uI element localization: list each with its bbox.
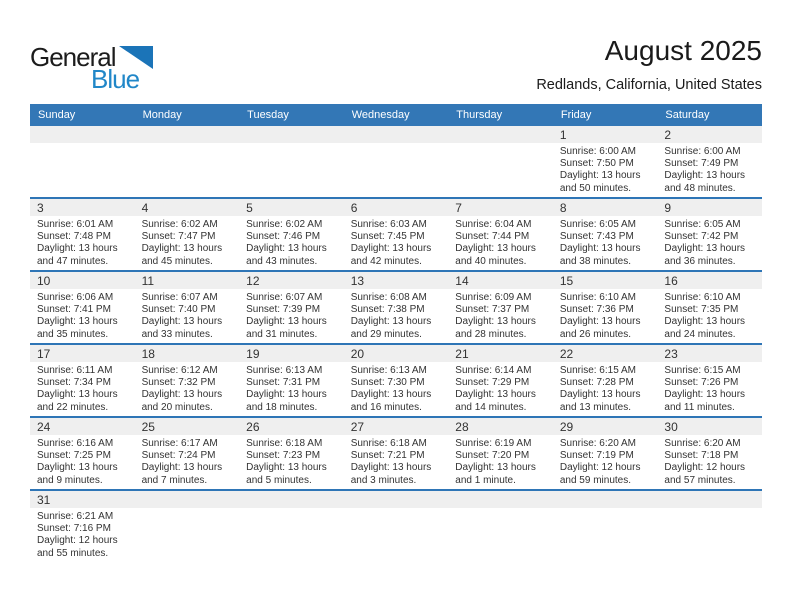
daylight-text-line2: and 22 minutes. bbox=[37, 401, 109, 413]
sunset-text: Sunset: 7:16 PM bbox=[37, 523, 111, 535]
sunset-text: Sunset: 7:18 PM bbox=[664, 450, 739, 462]
daylight-text-line1: Daylight: 13 hours bbox=[350, 462, 432, 474]
sunset-text: Sunset: 7:26 PM bbox=[664, 377, 739, 389]
sunrise-text: Sunrise: 6:21 AM bbox=[37, 511, 114, 522]
sunrise-text: Sunrise: 6:13 AM bbox=[246, 365, 323, 376]
sunset-text: Sunset: 7:44 PM bbox=[455, 231, 530, 243]
calendar-day-cell bbox=[30, 345, 135, 416]
day-number: 11 bbox=[135, 272, 240, 289]
calendar-day-cell bbox=[135, 199, 240, 270]
day-number bbox=[239, 491, 344, 508]
calendar-empty-cell bbox=[30, 126, 135, 197]
calendar-day-cell bbox=[344, 272, 449, 343]
calendar-day-cell bbox=[553, 199, 658, 270]
sunset-text: Sunset: 7:39 PM bbox=[246, 304, 321, 316]
sunset-text: Sunset: 7:50 PM bbox=[559, 158, 634, 170]
daylight-text-line2: and 31 minutes. bbox=[246, 328, 318, 340]
sunset-text: Sunset: 7:46 PM bbox=[246, 231, 321, 243]
day-number: 1 bbox=[553, 126, 658, 143]
daylight-text-line1: Daylight: 13 hours bbox=[37, 389, 118, 401]
sunrise-text: Sunrise: 6:14 AM bbox=[455, 365, 532, 376]
sunset-text: Sunset: 7:25 PM bbox=[37, 450, 111, 462]
day-number: 2 bbox=[657, 126, 762, 143]
calendar-day-cell bbox=[239, 199, 344, 270]
calendar-day-cell bbox=[30, 272, 135, 343]
calendar-empty-cell bbox=[344, 491, 449, 564]
daylight-text-line2: and 40 minutes. bbox=[455, 255, 527, 267]
daylight-text-line1: Daylight: 12 hours bbox=[664, 462, 746, 474]
daylight-text-line2: and 47 minutes. bbox=[37, 255, 109, 267]
calendar-day-cell bbox=[553, 345, 658, 416]
sunrise-text: Sunrise: 6:05 AM bbox=[559, 219, 636, 230]
sunset-text: Sunset: 7:20 PM bbox=[455, 450, 530, 462]
logo-word-blue: Blue bbox=[91, 64, 140, 94]
daylight-text-line2: and 5 minutes. bbox=[246, 474, 312, 486]
daylight-text-line1: Daylight: 13 hours bbox=[559, 170, 641, 182]
sunrise-text: Sunrise: 6:03 AM bbox=[350, 219, 427, 230]
day-number: 9 bbox=[657, 199, 762, 216]
sunrise-text: Sunrise: 6:19 AM bbox=[455, 438, 532, 449]
day-number bbox=[448, 491, 553, 508]
sunrise-text: Sunrise: 6:00 AM bbox=[559, 146, 636, 157]
calendar-day-cell bbox=[553, 126, 658, 197]
sunrise-text: Sunrise: 6:06 AM bbox=[37, 292, 114, 303]
calendar-empty-cell bbox=[239, 491, 344, 564]
daylight-text-line2: and 26 minutes. bbox=[559, 328, 632, 340]
calendar-week-row bbox=[30, 272, 762, 345]
sunset-text: Sunset: 7:29 PM bbox=[455, 377, 530, 389]
daylight-text-line1: Daylight: 13 hours bbox=[141, 462, 223, 474]
sunset-text: Sunset: 7:34 PM bbox=[37, 377, 111, 389]
daylight-text-line1: Daylight: 13 hours bbox=[455, 243, 536, 255]
calendar-day-cell bbox=[448, 418, 553, 489]
calendar-empty-cell bbox=[448, 491, 553, 564]
calendar-body bbox=[30, 126, 762, 564]
day-number: 29 bbox=[553, 418, 658, 435]
sunrise-text: Sunrise: 6:20 AM bbox=[559, 438, 636, 449]
sunrise-text: Sunrise: 6:00 AM bbox=[664, 146, 741, 157]
calendar-day-cell bbox=[657, 272, 762, 343]
day-number bbox=[553, 491, 658, 508]
calendar-empty-cell bbox=[553, 491, 658, 564]
daylight-text-line1: Daylight: 13 hours bbox=[350, 316, 432, 328]
sunset-text: Sunset: 7:49 PM bbox=[664, 158, 739, 170]
calendar-week-row bbox=[30, 491, 762, 564]
day-number: 27 bbox=[344, 418, 449, 435]
sunset-text: Sunset: 7:38 PM bbox=[350, 304, 425, 316]
sunset-text: Sunset: 7:36 PM bbox=[559, 304, 634, 316]
calendar-day-cell bbox=[553, 418, 658, 489]
sunset-text: Sunset: 7:47 PM bbox=[141, 231, 216, 243]
day-number: 15 bbox=[553, 272, 658, 289]
day-number: 8 bbox=[553, 199, 658, 216]
daylight-text-line2: and 13 minutes. bbox=[559, 401, 632, 413]
daylight-text-line1: Daylight: 13 hours bbox=[37, 462, 118, 474]
weekday-header-sunday: Sunday bbox=[38, 109, 76, 121]
calendar-day-cell bbox=[135, 272, 240, 343]
day-number bbox=[344, 491, 449, 508]
calendar-day-cell bbox=[30, 418, 135, 489]
calendar-grid bbox=[30, 104, 762, 564]
weekday-header-thursday: Thursday bbox=[456, 109, 503, 121]
daylight-text-line1: Daylight: 13 hours bbox=[664, 243, 746, 255]
day-number bbox=[657, 491, 762, 508]
calendar-day-cell bbox=[344, 418, 449, 489]
sunrise-text: Sunrise: 6:11 AM bbox=[37, 365, 113, 376]
daylight-text-line1: Daylight: 13 hours bbox=[350, 243, 432, 255]
sunrise-text: Sunrise: 6:18 AM bbox=[350, 438, 427, 449]
day-number bbox=[135, 126, 240, 143]
calendar-empty-cell bbox=[135, 126, 240, 197]
day-number: 14 bbox=[448, 272, 553, 289]
daylight-text-line2: and 35 minutes. bbox=[37, 328, 109, 340]
weekday-header-tuesday: Tuesday bbox=[247, 109, 289, 121]
daylight-text-line2: and 3 minutes. bbox=[350, 474, 417, 486]
daylight-text-line1: Daylight: 13 hours bbox=[246, 462, 327, 474]
sunrise-text: Sunrise: 6:05 AM bbox=[664, 219, 741, 230]
day-number: 22 bbox=[553, 345, 658, 362]
sunrise-text: Sunrise: 6:18 AM bbox=[246, 438, 323, 449]
day-number: 12 bbox=[239, 272, 344, 289]
calendar-day-cell bbox=[344, 345, 449, 416]
daylight-text-line1: Daylight: 13 hours bbox=[559, 389, 641, 401]
calendar-day-cell bbox=[135, 418, 240, 489]
day-number: 23 bbox=[657, 345, 762, 362]
day-number: 13 bbox=[344, 272, 449, 289]
sunrise-text: Sunrise: 6:12 AM bbox=[141, 365, 218, 376]
page-subtitle: Redlands, California, United States bbox=[536, 77, 762, 93]
day-number: 20 bbox=[344, 345, 449, 362]
calendar-week-row bbox=[30, 126, 762, 199]
sunset-text: Sunset: 7:31 PM bbox=[246, 377, 321, 389]
daylight-text-line1: Daylight: 13 hours bbox=[141, 316, 223, 328]
weekday-header-wednesday: Wednesday bbox=[351, 109, 410, 121]
daylight-text-line2: and 59 minutes. bbox=[559, 474, 632, 486]
logo-word-general: General bbox=[30, 42, 116, 72]
day-number: 24 bbox=[30, 418, 135, 435]
page-title: August 2025 bbox=[604, 35, 762, 66]
calendar-day-cell bbox=[30, 199, 135, 270]
title-block bbox=[536, 34, 762, 95]
sunrise-text: Sunrise: 6:13 AM bbox=[350, 365, 427, 376]
daylight-text-line1: Daylight: 12 hours bbox=[559, 462, 641, 474]
sunrise-text: Sunrise: 6:10 AM bbox=[559, 292, 636, 303]
calendar-empty-cell bbox=[135, 491, 240, 564]
page-header bbox=[0, 0, 792, 104]
daylight-text-line2: and 14 minutes. bbox=[455, 401, 527, 413]
sunset-text: Sunset: 7:30 PM bbox=[350, 377, 425, 389]
calendar-day-cell bbox=[239, 272, 344, 343]
weekday-header-row bbox=[30, 104, 762, 126]
daylight-text-line2: and 7 minutes. bbox=[141, 474, 208, 486]
daylight-text-line1: Daylight: 13 hours bbox=[141, 389, 223, 401]
daylight-text-line2: and 16 minutes. bbox=[350, 401, 422, 413]
daylight-text-line2: and 57 minutes. bbox=[664, 474, 736, 486]
weekday-header-saturday: Saturday bbox=[665, 109, 710, 121]
day-number: 16 bbox=[657, 272, 762, 289]
calendar-day-cell bbox=[135, 345, 240, 416]
day-number: 17 bbox=[30, 345, 135, 362]
sunset-text: Sunset: 7:37 PM bbox=[455, 304, 530, 316]
sunset-text: Sunset: 7:32 PM bbox=[141, 377, 216, 389]
sunrise-text: Sunrise: 6:02 AM bbox=[141, 219, 218, 230]
daylight-text-line2: and 50 minutes. bbox=[559, 182, 632, 194]
daylight-text-line2: and 48 minutes. bbox=[664, 182, 736, 194]
sunrise-text: Sunrise: 6:15 AM bbox=[559, 365, 636, 376]
sunrise-text: Sunrise: 6:02 AM bbox=[246, 219, 323, 230]
daylight-text-line2: and 28 minutes. bbox=[455, 328, 527, 340]
daylight-text-line2: and 20 minutes. bbox=[141, 401, 213, 413]
daylight-text-line2: and 11 minutes. bbox=[664, 401, 735, 413]
daylight-text-line1: Daylight: 13 hours bbox=[455, 316, 536, 328]
sunrise-text: Sunrise: 6:09 AM bbox=[455, 292, 532, 303]
day-number: 7 bbox=[448, 199, 553, 216]
daylight-text-line1: Daylight: 13 hours bbox=[141, 243, 223, 255]
daylight-text-line1: Daylight: 13 hours bbox=[37, 316, 118, 328]
daylight-text-line1: Daylight: 13 hours bbox=[664, 316, 746, 328]
daylight-text-line1: Daylight: 13 hours bbox=[246, 243, 327, 255]
calendar-day-cell bbox=[239, 418, 344, 489]
day-number bbox=[344, 126, 449, 143]
sunrise-text: Sunrise: 6:01 AM bbox=[37, 219, 114, 230]
sunrise-text: Sunrise: 6:16 AM bbox=[37, 438, 114, 449]
sunrise-text: Sunrise: 6:04 AM bbox=[455, 219, 532, 230]
calendar-day-cell bbox=[553, 272, 658, 343]
day-number: 26 bbox=[239, 418, 344, 435]
day-number: 5 bbox=[239, 199, 344, 216]
day-number: 25 bbox=[135, 418, 240, 435]
daylight-text-line2: and 24 minutes. bbox=[664, 328, 736, 340]
calendar-day-cell bbox=[657, 199, 762, 270]
sunset-text: Sunset: 7:40 PM bbox=[141, 304, 216, 316]
daylight-text-line2: and 9 minutes. bbox=[37, 474, 103, 486]
daylight-text-line1: Daylight: 13 hours bbox=[37, 243, 118, 255]
calendar-empty-cell bbox=[344, 126, 449, 197]
day-number: 21 bbox=[448, 345, 553, 362]
calendar-day-cell bbox=[657, 345, 762, 416]
calendar-empty-cell bbox=[657, 491, 762, 564]
daylight-text-line1: Daylight: 13 hours bbox=[664, 170, 746, 182]
weekday-header-friday: Friday bbox=[560, 109, 592, 121]
day-number bbox=[448, 126, 553, 143]
calendar-day-cell bbox=[657, 126, 762, 197]
sunset-text: Sunset: 7:48 PM bbox=[37, 231, 111, 243]
sunrise-text: Sunrise: 6:08 AM bbox=[350, 292, 427, 303]
daylight-text-line2: and 43 minutes. bbox=[246, 255, 318, 267]
daylight-text-line1: Daylight: 13 hours bbox=[350, 389, 432, 401]
daylight-text-line1: Daylight: 13 hours bbox=[455, 462, 536, 474]
daylight-text-line2: and 55 minutes. bbox=[37, 547, 109, 559]
calendar-day-cell bbox=[30, 491, 135, 564]
day-number: 10 bbox=[30, 272, 135, 289]
calendar-week-row bbox=[30, 199, 762, 272]
daylight-text-line2: and 1 minute. bbox=[455, 474, 516, 486]
sunrise-text: Sunrise: 6:20 AM bbox=[664, 438, 741, 449]
day-number: 6 bbox=[344, 199, 449, 216]
day-number: 18 bbox=[135, 345, 240, 362]
calendar-day-cell bbox=[344, 199, 449, 270]
weekday-header-monday: Monday bbox=[142, 109, 182, 121]
sunset-text: Sunset: 7:42 PM bbox=[664, 231, 739, 243]
day-number: 4 bbox=[135, 199, 240, 216]
sunrise-text: Sunrise: 6:07 AM bbox=[141, 292, 218, 303]
sunrise-text: Sunrise: 6:15 AM bbox=[664, 365, 741, 376]
general-blue-logo bbox=[30, 42, 180, 100]
sunset-text: Sunset: 7:28 PM bbox=[559, 377, 634, 389]
sunset-text: Sunset: 7:23 PM bbox=[246, 450, 321, 462]
daylight-text-line1: Daylight: 13 hours bbox=[246, 316, 327, 328]
day-number: 28 bbox=[448, 418, 553, 435]
daylight-text-line1: Daylight: 13 hours bbox=[664, 389, 746, 401]
sunset-text: Sunset: 7:19 PM bbox=[559, 450, 634, 462]
sunset-text: Sunset: 7:24 PM bbox=[141, 450, 216, 462]
daylight-text-line1: Daylight: 13 hours bbox=[559, 243, 641, 255]
day-number: 3 bbox=[30, 199, 135, 216]
day-number bbox=[239, 126, 344, 143]
sunset-text: Sunset: 7:43 PM bbox=[559, 231, 634, 243]
day-number: 31 bbox=[30, 491, 135, 508]
sunrise-text: Sunrise: 6:10 AM bbox=[664, 292, 741, 303]
sunset-text: Sunset: 7:45 PM bbox=[350, 231, 425, 243]
daylight-text-line2: and 33 minutes. bbox=[141, 328, 213, 340]
calendar-empty-cell bbox=[448, 126, 553, 197]
calendar-day-cell bbox=[239, 345, 344, 416]
sunset-text: Sunset: 7:35 PM bbox=[664, 304, 739, 316]
calendar-day-cell bbox=[448, 199, 553, 270]
calendar-week-row bbox=[30, 345, 762, 418]
calendar-day-cell bbox=[657, 418, 762, 489]
daylight-text-line2: and 42 minutes. bbox=[350, 255, 422, 267]
calendar-day-cell bbox=[448, 272, 553, 343]
sunrise-text: Sunrise: 6:07 AM bbox=[246, 292, 323, 303]
sunset-text: Sunset: 7:21 PM bbox=[350, 450, 425, 462]
calendar-week-row bbox=[30, 418, 762, 491]
day-number bbox=[30, 126, 135, 143]
daylight-text-line2: and 36 minutes. bbox=[664, 255, 736, 267]
daylight-text-line1: Daylight: 12 hours bbox=[37, 535, 118, 547]
sunrise-text: Sunrise: 6:17 AM bbox=[141, 438, 218, 449]
day-number: 30 bbox=[657, 418, 762, 435]
day-number: 19 bbox=[239, 345, 344, 362]
calendar-day-cell bbox=[448, 345, 553, 416]
daylight-text-line2: and 38 minutes. bbox=[559, 255, 632, 267]
daylight-text-line2: and 45 minutes. bbox=[141, 255, 213, 267]
daylight-text-line1: Daylight: 13 hours bbox=[455, 389, 536, 401]
day-number bbox=[135, 491, 240, 508]
sunset-text: Sunset: 7:41 PM bbox=[37, 304, 111, 316]
daylight-text-line1: Daylight: 13 hours bbox=[246, 389, 327, 401]
daylight-text-line1: Daylight: 13 hours bbox=[559, 316, 641, 328]
calendar-empty-cell bbox=[239, 126, 344, 197]
daylight-text-line2: and 18 minutes. bbox=[246, 401, 318, 413]
daylight-text-line2: and 29 minutes. bbox=[350, 328, 422, 340]
